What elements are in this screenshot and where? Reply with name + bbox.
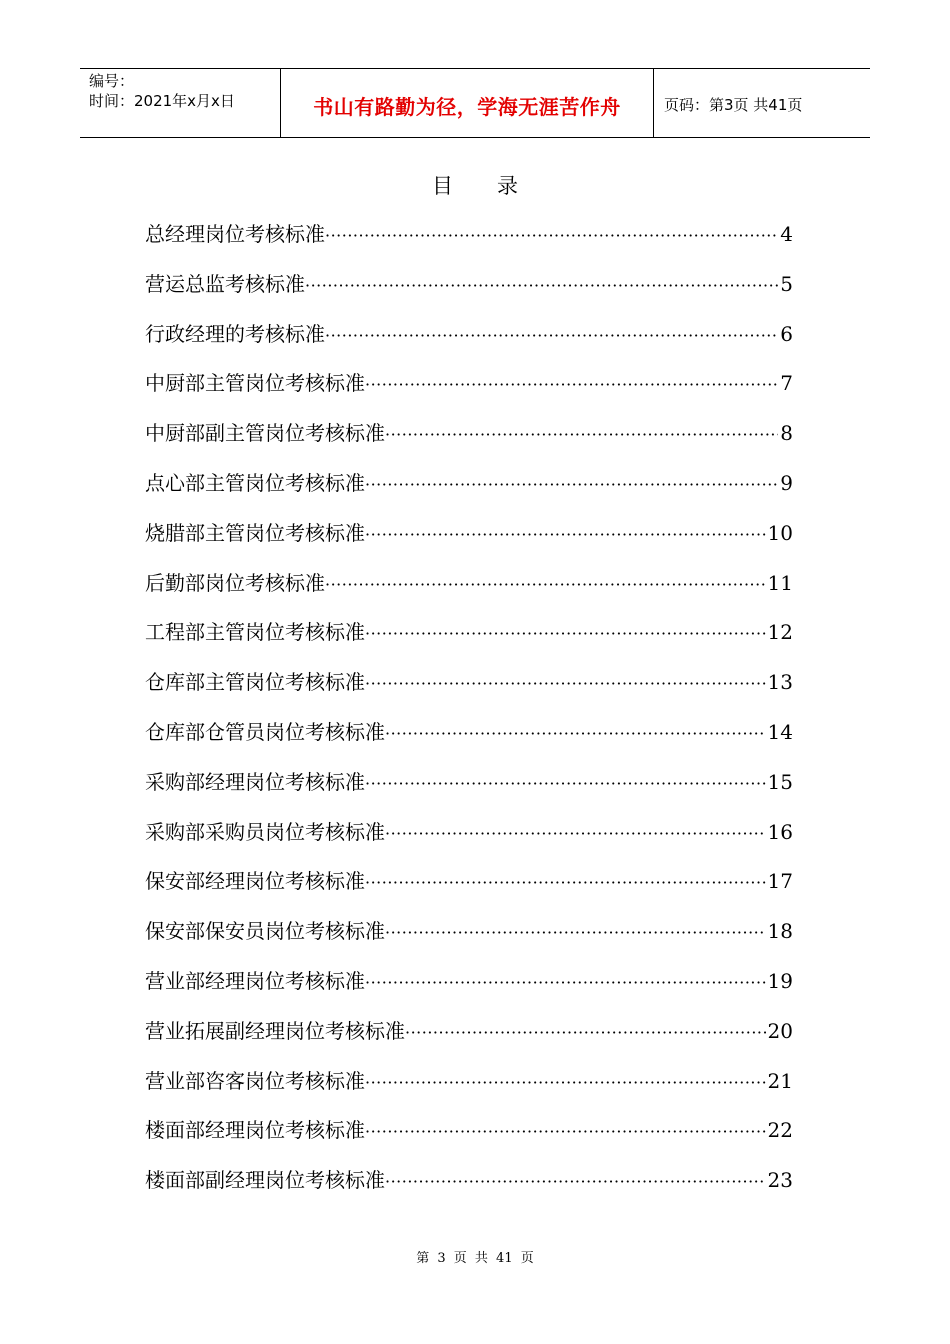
toc-dot-leader — [385, 819, 766, 845]
toc-entry[interactable] — [145, 769, 793, 819]
toc-entry-page-number: 23 — [767, 1168, 793, 1193]
toc-dot-leader — [365, 669, 766, 695]
toc-entry-page-number: 8 — [780, 421, 793, 446]
toc-entry[interactable] — [145, 370, 793, 420]
toc-entry-page-number: 20 — [767, 1018, 793, 1043]
toc-entry[interactable] — [145, 271, 793, 321]
toc-entry-page-number: 16 — [767, 819, 793, 844]
toc-entry-label: 行政经理的考核标准 — [145, 321, 325, 346]
toc-entry-page-number: 4 — [780, 222, 793, 246]
toc-dot-leader — [365, 470, 778, 496]
document-header — [80, 68, 870, 138]
toc-entry-label: 楼面部副经理岗位考核标准 — [145, 1168, 385, 1193]
toc-entry[interactable] — [145, 719, 793, 769]
toc-entry-label: 仓库部仓管员岗位考核标准 — [145, 719, 385, 744]
toc-entry-label: 营业部经理岗位考核标准 — [145, 968, 365, 993]
toc-entry-page-number: 18 — [767, 919, 793, 944]
table-of-contents — [145, 221, 793, 1217]
header-motto: 书山有路勤为径，学海无涯苦作舟 — [313, 94, 621, 119]
toc-dot-leader — [325, 321, 778, 347]
toc-entry-label: 楼面部经理岗位考核标准 — [145, 1118, 365, 1143]
toc-dot-leader — [325, 221, 778, 247]
document-number-label: 编号： — [89, 72, 135, 90]
toc-dot-leader — [365, 619, 766, 645]
toc-entry[interactable] — [145, 1068, 793, 1118]
toc-entry-label: 中厨部主管岗位考核标准 — [145, 371, 365, 396]
toc-dot-leader — [385, 918, 766, 944]
toc-dot-leader — [365, 868, 766, 894]
toc-entry-page-number: 14 — [767, 719, 793, 744]
toc-dot-leader — [325, 570, 766, 596]
toc-entry-label: 总经理岗位考核标准 — [145, 222, 325, 246]
toc-entry[interactable] — [145, 321, 793, 371]
toc-entry-label: 烧腊部主管岗位考核标准 — [145, 520, 365, 545]
toc-entry-page-number: 22 — [767, 1118, 793, 1143]
toc-dot-leader — [385, 420, 778, 446]
toc-title: 目录 — [432, 174, 562, 198]
toc-dot-leader — [365, 1068, 766, 1094]
toc-entry-page-number: 15 — [767, 769, 793, 794]
toc-entry[interactable] — [145, 520, 793, 570]
toc-entry[interactable] — [145, 669, 793, 719]
toc-entry-page-number: 11 — [767, 570, 793, 595]
toc-entry-label: 采购部经理岗位考核标准 — [145, 769, 365, 794]
toc-entry[interactable] — [145, 968, 793, 1018]
toc-entry-page-number: 7 — [780, 371, 793, 396]
toc-dot-leader — [365, 1117, 766, 1143]
toc-entry[interactable] — [145, 868, 793, 918]
toc-entry-label: 营运总监考核标准 — [145, 271, 305, 296]
toc-entry[interactable] — [145, 619, 793, 669]
toc-entry-label: 保安部经理岗位考核标准 — [145, 869, 365, 894]
header-page-cell — [654, 69, 870, 137]
toc-dot-leader — [365, 520, 766, 546]
toc-entry[interactable] — [145, 570, 793, 620]
toc-entry-label: 中厨部副主管岗位考核标准 — [145, 421, 385, 446]
header-meta-cell — [80, 69, 281, 137]
toc-entry-label: 采购部采购员岗位考核标准 — [145, 819, 385, 844]
toc-entry-label: 后勤部岗位考核标准 — [145, 570, 325, 595]
toc-entry-page-number: 21 — [767, 1068, 793, 1093]
toc-entry-page-number: 19 — [767, 968, 793, 993]
toc-entry-label: 营业拓展副经理岗位考核标准 — [145, 1018, 405, 1043]
toc-dot-leader — [405, 1018, 766, 1044]
toc-dot-leader — [385, 719, 766, 745]
header-motto-cell — [281, 69, 654, 137]
toc-entry-page-number: 9 — [780, 470, 793, 495]
document-time-label: 时间：2021年x月x日 — [89, 92, 235, 110]
toc-entry-page-number: 10 — [767, 520, 793, 545]
header-page-info: 页码：第3页 共41页 — [664, 95, 803, 114]
toc-entry[interactable] — [145, 470, 793, 520]
toc-entry-label: 工程部主管岗位考核标准 — [145, 620, 365, 645]
toc-entry[interactable] — [145, 819, 793, 869]
toc-entry[interactable] — [145, 1018, 793, 1068]
toc-dot-leader — [305, 271, 778, 297]
toc-entry-page-number: 12 — [767, 620, 793, 645]
toc-entry-page-number: 6 — [780, 321, 793, 346]
toc-entry[interactable] — [145, 420, 793, 470]
toc-entry[interactable] — [145, 221, 793, 271]
toc-entry-page-number: 5 — [780, 271, 793, 296]
toc-dot-leader — [365, 769, 766, 795]
toc-dot-leader — [365, 968, 766, 994]
toc-entry[interactable] — [145, 918, 793, 968]
toc-entry-label: 营业部咨客岗位考核标准 — [145, 1068, 365, 1093]
toc-dot-leader — [385, 1167, 766, 1193]
toc-dot-leader — [365, 370, 778, 396]
page-footer: 第 3 页 共 41 页 — [416, 1251, 534, 1266]
toc-entry-label: 保安部保安员岗位考核标准 — [145, 919, 385, 944]
toc-entry[interactable] — [145, 1167, 793, 1217]
toc-entry-label: 点心部主管岗位考核标准 — [145, 470, 365, 495]
toc-entry-label: 仓库部主管岗位考核标准 — [145, 670, 365, 695]
toc-entry-page-number: 13 — [767, 670, 793, 695]
toc-entry-page-number: 17 — [767, 869, 793, 894]
toc-entry[interactable] — [145, 1117, 793, 1167]
